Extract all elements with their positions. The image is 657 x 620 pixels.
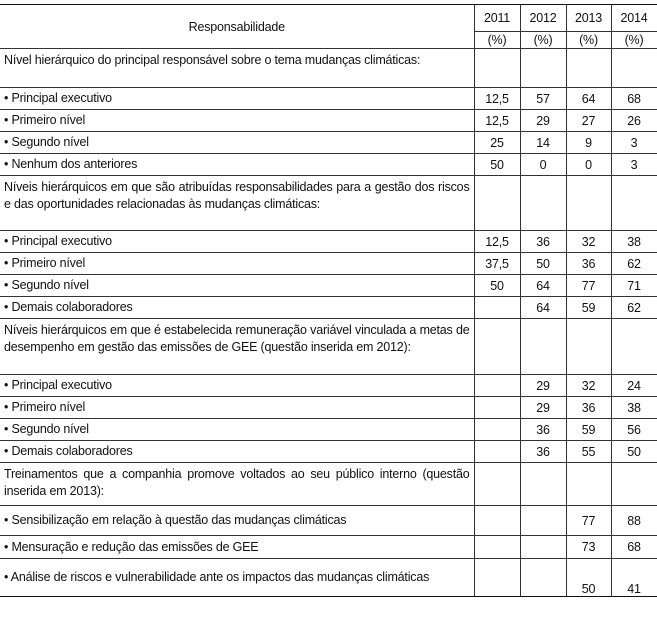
row-label: • Principal executivo (0, 375, 474, 397)
empty-cell (520, 319, 566, 375)
empty-cell (611, 463, 657, 506)
empty-cell (566, 49, 611, 88)
table-row (0, 375, 657, 397)
table-row (0, 110, 657, 132)
table-row (0, 419, 657, 441)
empty-cell (566, 463, 611, 506)
section-title: Nível hierárquico do principal responsável sobre o tema mudanças climáticas: (0, 49, 474, 88)
value-cell-2014: 3 (611, 132, 657, 154)
responsibility-table (0, 4, 657, 597)
table-row (0, 88, 657, 110)
empty-cell (474, 463, 520, 506)
table-row (0, 231, 657, 253)
empty-cell (611, 49, 657, 88)
value-cell-2012: 29 (520, 397, 566, 419)
value-cell-2013: 50 (566, 559, 611, 597)
value-cell-2013: 36 (566, 397, 611, 419)
header-year: 2011 (474, 5, 520, 32)
section-header-row (0, 463, 657, 506)
value-cell-2013: 0 (566, 154, 611, 176)
value-cell-2011 (474, 536, 520, 559)
value-cell-2011: 12,5 (474, 110, 520, 132)
value-cell-2012 (520, 536, 566, 559)
value-cell-2012 (520, 559, 566, 597)
table-row (0, 275, 657, 297)
header-unit: (%) (566, 32, 611, 49)
value-cell-2011: 12,5 (474, 88, 520, 110)
value-cell-2014: 68 (611, 536, 657, 559)
empty-cell (474, 176, 520, 231)
value-cell-2013: 32 (566, 231, 611, 253)
row-label: • Mensuração e redução das emissões de GEE (0, 536, 474, 559)
value-cell-2014: 68 (611, 88, 657, 110)
row-label: • Primeiro nível (0, 253, 474, 275)
row-label: • Principal executivo (0, 231, 474, 253)
value-cell-2014: 26 (611, 110, 657, 132)
row-label: • Primeiro nível (0, 110, 474, 132)
value-cell-2013: 59 (566, 419, 611, 441)
value-cell-2014: 88 (611, 506, 657, 536)
table-row (0, 297, 657, 319)
section-header-row (0, 319, 657, 375)
value-cell-2014: 41 (611, 559, 657, 597)
value-cell-2014: 56 (611, 419, 657, 441)
empty-cell (566, 319, 611, 375)
header-row-years (0, 5, 657, 32)
value-cell-2013: 32 (566, 375, 611, 397)
value-cell-2011 (474, 397, 520, 419)
row-label: • Demais colaboradores (0, 297, 474, 319)
value-cell-2011 (474, 419, 520, 441)
row-label: • Segundo nível (0, 275, 474, 297)
value-cell-2012: 64 (520, 275, 566, 297)
value-cell-2012: 50 (520, 253, 566, 275)
value-cell-2013: 55 (566, 441, 611, 463)
value-cell-2014: 38 (611, 397, 657, 419)
row-label: • Segundo nível (0, 419, 474, 441)
section-header-row (0, 49, 657, 88)
row-label: • Nenhum dos anteriores (0, 154, 474, 176)
value-cell-2014: 62 (611, 297, 657, 319)
header-unit: (%) (520, 32, 566, 49)
value-cell-2012: 36 (520, 419, 566, 441)
empty-cell (611, 319, 657, 375)
row-label: • Análise de riscos e vulnerabilidade ante os impactos das mudanças climáticas (0, 559, 474, 597)
value-cell-2011 (474, 441, 520, 463)
row-label: • Primeiro nível (0, 397, 474, 419)
value-cell-2011 (474, 506, 520, 536)
value-cell-2011: 37,5 (474, 253, 520, 275)
value-cell-2011: 50 (474, 154, 520, 176)
value-cell-2012: 57 (520, 88, 566, 110)
table-row (0, 132, 657, 154)
value-cell-2012: 64 (520, 297, 566, 319)
value-cell-2014: 38 (611, 231, 657, 253)
value-cell-2012: 29 (520, 375, 566, 397)
section-title: Níveis hierárquicos em que é estabelecida remuneração variável vinculada a metas de desempenho em gestão das emissões de GEE (questão inserida em 2012): (0, 319, 474, 375)
table-row (0, 559, 657, 597)
row-label: • Sensibilização em relação à questão das mudanças climáticas (0, 506, 474, 536)
table-row (0, 536, 657, 559)
table-row (0, 441, 657, 463)
header-year: 2013 (566, 5, 611, 32)
section-title: Treinamentos que a companhia promove voltados ao seu público interno (questão inserida em 2013): (0, 463, 474, 506)
header-unit: (%) (611, 32, 657, 49)
value-cell-2012 (520, 506, 566, 536)
row-label: • Demais colaboradores (0, 441, 474, 463)
value-cell-2014: 3 (611, 154, 657, 176)
empty-cell (474, 319, 520, 375)
value-cell-2013: 64 (566, 88, 611, 110)
value-cell-2013: 27 (566, 110, 611, 132)
value-cell-2012: 36 (520, 441, 566, 463)
value-cell-2012: 36 (520, 231, 566, 253)
value-cell-2014: 62 (611, 253, 657, 275)
value-cell-2011 (474, 559, 520, 597)
empty-cell (520, 49, 566, 88)
empty-cell (611, 176, 657, 231)
value-cell-2012: 14 (520, 132, 566, 154)
table-row (0, 253, 657, 275)
header-year: 2014 (611, 5, 657, 32)
value-cell-2013: 77 (566, 275, 611, 297)
row-label: • Segundo nível (0, 132, 474, 154)
value-cell-2014: 71 (611, 275, 657, 297)
value-cell-2011: 12,5 (474, 231, 520, 253)
table-row (0, 154, 657, 176)
section-title: Níveis hierárquicos em que são atribuídas responsabilidades para a gestão dos riscos e das oportunidades relacionadas às mudanças climáticas: (0, 176, 474, 231)
value-cell-2014: 24 (611, 375, 657, 397)
header-year: 2012 (520, 5, 566, 32)
value-cell-2012: 0 (520, 154, 566, 176)
section-header-row (0, 176, 657, 231)
row-label: • Principal executivo (0, 88, 474, 110)
empty-cell (520, 176, 566, 231)
value-cell-2013: 77 (566, 506, 611, 536)
value-cell-2013: 59 (566, 297, 611, 319)
value-cell-2011: 25 (474, 132, 520, 154)
value-cell-2013: 36 (566, 253, 611, 275)
empty-cell (520, 463, 566, 506)
value-cell-2012: 29 (520, 110, 566, 132)
value-cell-2013: 73 (566, 536, 611, 559)
value-cell-2013: 9 (566, 132, 611, 154)
table-row (0, 506, 657, 536)
empty-cell (474, 49, 520, 88)
empty-cell (566, 176, 611, 231)
header-unit: (%) (474, 32, 520, 49)
value-cell-2011 (474, 375, 520, 397)
header-responsabilidade: Responsabilidade (0, 5, 474, 49)
value-cell-2011 (474, 297, 520, 319)
value-cell-2014: 50 (611, 441, 657, 463)
value-cell-2011: 50 (474, 275, 520, 297)
table-row (0, 397, 657, 419)
